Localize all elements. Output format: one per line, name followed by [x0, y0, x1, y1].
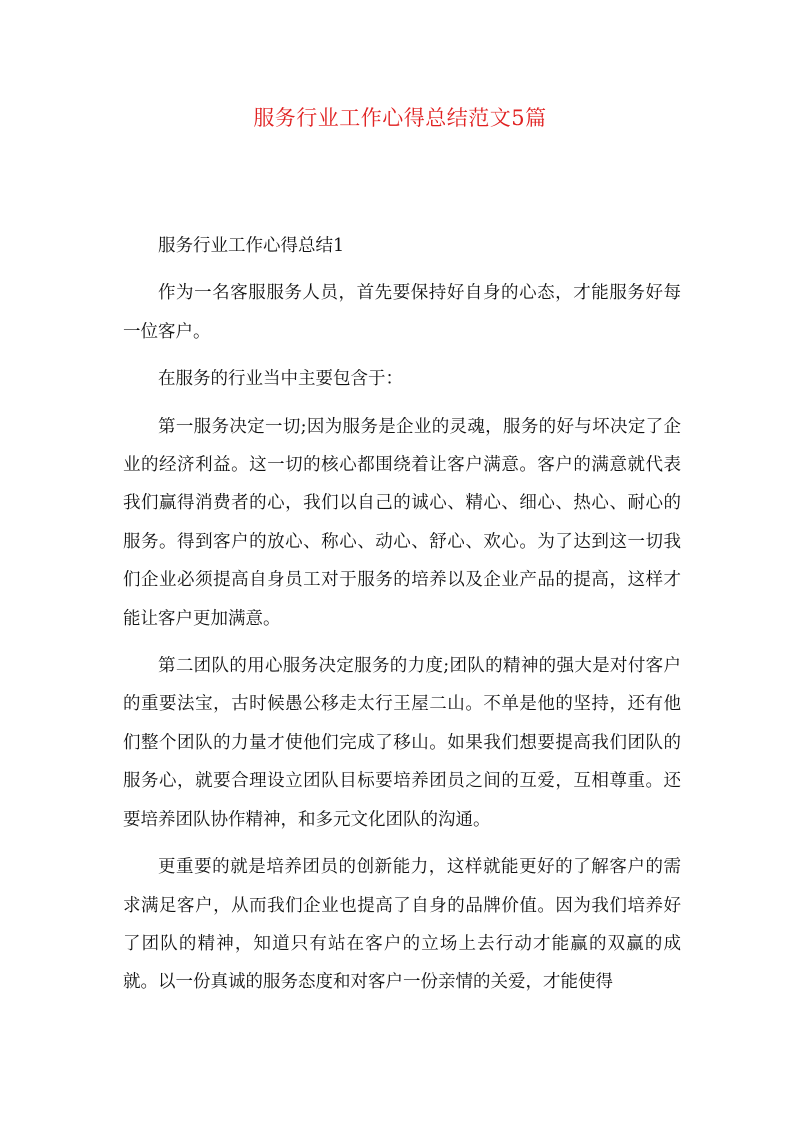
paragraph: 作为一名客服服务人员，首先要保持好自身的心态，才能服务好每一位客户。: [123, 283, 681, 342]
document-title: 服务行业工作心得总结范文5篇: [253, 106, 547, 130]
paragraph: 第二团队的用心服务决定服务的力度;团队的精神的强大是对付客户的重要法宝，古时候愚公移走太行王屋二山。不单是他的坚持，还有他们整个团队的力量才使他们完成了移山。如果我们想要提高我们团队的服务心，就要合理设立团队目标要培养团员之间的互爱，互相尊重。还要培养团队协作精神，和多元文化团队的沟通。: [123, 656, 681, 830]
document-body: [123, 227, 681, 1011]
section-heading: 服务行业工作心得总结1: [158, 236, 345, 256]
paragraph: 更重要的就是培养团员的创新能力，这样就能更好的了解客户的需求满足客户，从而我们企业也提高了自身的品牌价值。因为我们培养好了团队的精神，知道只有站在客户的立场上去行动才能赢的双赢的成就。以一份真诚的服务态度和对客户一份亲情的关爱，才能使得: [123, 857, 681, 993]
paragraph: 在服务的行业当中主要包含于：: [158, 369, 403, 390]
paragraph: 第一服务决定一切;因为服务是企业的灵魂，服务的好与坏决定了企业的经济利益。这一切的核心都围绕着让客户满意。客户的满意就代表我们赢得消费者的心，我们以自己的诚心、精心、细心、热心、耐心的服务。得到客户的放心、称心、动心、舒心、欢心。为了达到这一切我们企业必须提高自身员工对于服务的培养以及企业产品的提高，这样才能让客户更加满意。: [123, 416, 681, 629]
